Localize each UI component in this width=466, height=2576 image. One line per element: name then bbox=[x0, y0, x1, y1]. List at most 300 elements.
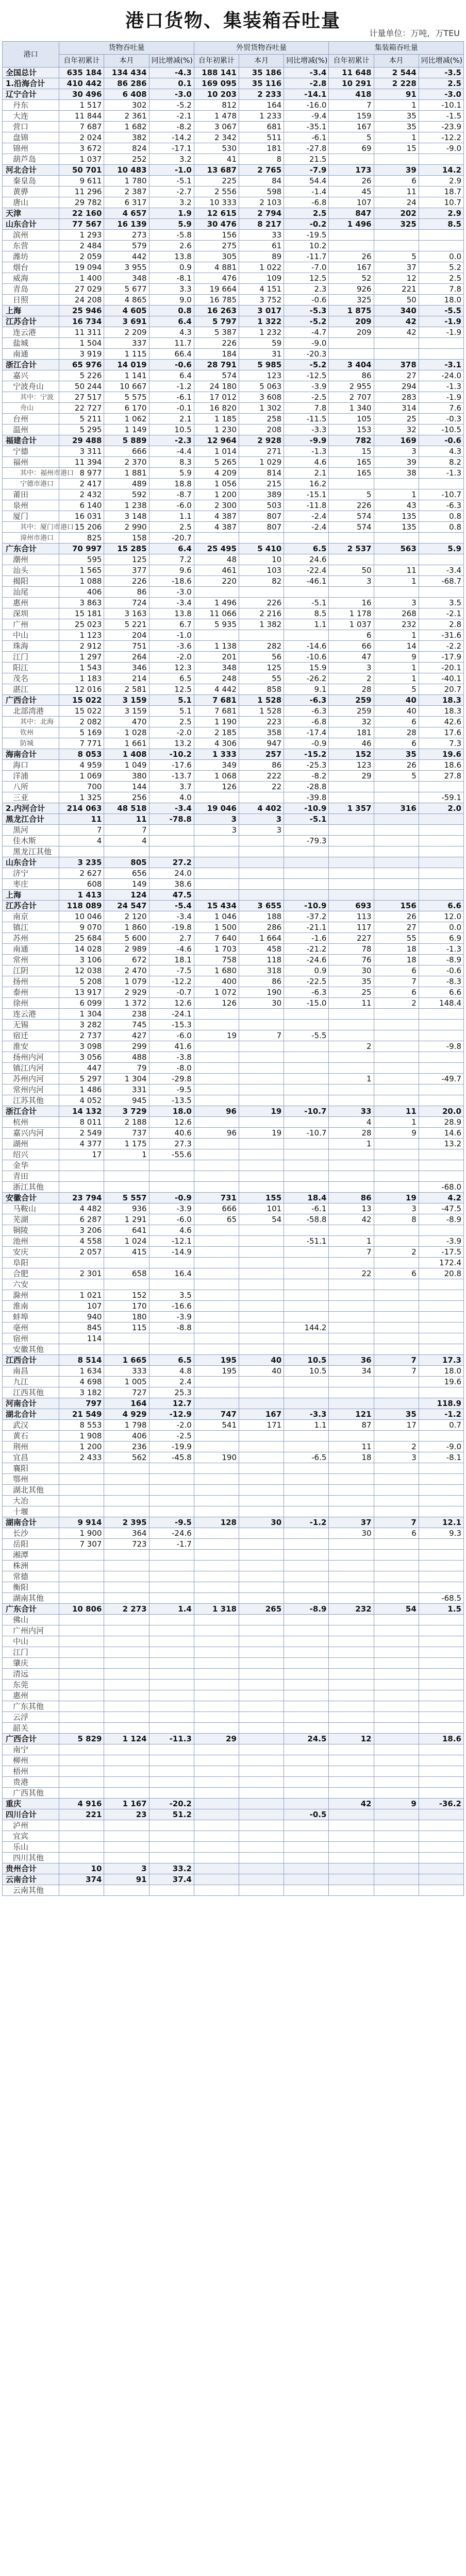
value-cell: 2 bbox=[329, 1041, 374, 1052]
value-cell bbox=[149, 1777, 194, 1788]
value-cell bbox=[194, 1149, 239, 1160]
value-cell bbox=[194, 1669, 239, 1680]
value-cell bbox=[374, 241, 419, 251]
value-cell: 50 bbox=[374, 295, 419, 306]
value-cell: 0.8 bbox=[419, 522, 463, 533]
value-cell: -3.0 bbox=[149, 587, 194, 598]
value-cell bbox=[149, 1669, 194, 1680]
value-cell bbox=[239, 1863, 284, 1874]
table-row bbox=[3, 554, 464, 565]
value-cell bbox=[239, 846, 284, 857]
value-cell: 693 bbox=[329, 901, 374, 911]
value-cell bbox=[149, 1680, 194, 1690]
value-cell: 184 bbox=[194, 349, 239, 360]
table-row bbox=[3, 414, 464, 425]
value-cell bbox=[194, 1755, 239, 1766]
value-cell: 3 106 bbox=[59, 955, 104, 965]
value-cell bbox=[284, 1139, 329, 1149]
value-cell: 181 bbox=[329, 727, 374, 738]
value-cell bbox=[104, 1561, 149, 1571]
value-cell bbox=[329, 1647, 374, 1658]
value-cell: 15 181 bbox=[59, 608, 104, 619]
value-cell: 2 765 bbox=[239, 165, 284, 176]
value-cell: -1.9 bbox=[419, 327, 463, 338]
value-cell: 30 bbox=[239, 1517, 284, 1528]
table-row bbox=[3, 1712, 464, 1723]
value-cell bbox=[419, 1766, 463, 1777]
port-name-cell: 柳州 bbox=[3, 1755, 59, 1766]
value-cell bbox=[59, 1485, 104, 1496]
value-cell: -15.2 bbox=[284, 749, 329, 760]
port-name-cell: 南通 bbox=[3, 349, 59, 360]
value-cell bbox=[239, 1398, 284, 1409]
value-cell: 3 bbox=[329, 663, 374, 673]
port-name-cell: 黑龙江其他 bbox=[3, 846, 59, 857]
table-row bbox=[3, 500, 464, 511]
value-cell bbox=[59, 1777, 104, 1788]
value-cell bbox=[194, 1701, 239, 1712]
value-cell: 700 bbox=[59, 782, 104, 792]
value-cell bbox=[104, 1842, 149, 1853]
value-cell: 25 684 bbox=[59, 933, 104, 944]
value-cell: -2.0 bbox=[149, 1420, 194, 1431]
value-cell: -16.0 bbox=[284, 100, 329, 111]
value-cell: 13.2 bbox=[419, 1139, 463, 1149]
value-cell: 563 bbox=[374, 544, 419, 554]
value-cell: 101 bbox=[239, 1204, 284, 1214]
value-cell: 35 bbox=[374, 1409, 419, 1420]
table-row bbox=[3, 608, 464, 619]
value-cell bbox=[104, 1885, 149, 1896]
value-cell: 940 bbox=[59, 1312, 104, 1323]
value-cell bbox=[374, 1095, 419, 1106]
value-cell: -14.9 bbox=[149, 1247, 194, 1258]
value-cell: 3 919 bbox=[59, 349, 104, 360]
value-cell: 608 bbox=[59, 879, 104, 890]
value-cell: -8.2 bbox=[149, 122, 194, 132]
value-cell: 0.1 bbox=[149, 78, 194, 89]
value-cell: -1.2 bbox=[419, 1409, 463, 1420]
value-cell: 2 228 bbox=[374, 78, 419, 89]
value-cell: -1.9 bbox=[419, 316, 463, 327]
table-row bbox=[3, 619, 464, 630]
value-cell: -2.0 bbox=[149, 727, 194, 738]
value-cell: 28 bbox=[329, 684, 374, 695]
value-cell: -24.6 bbox=[284, 955, 329, 965]
value-cell: 4 916 bbox=[59, 1799, 104, 1809]
value-cell: 7 bbox=[374, 1517, 419, 1528]
value-cell bbox=[284, 1561, 329, 1571]
value-cell bbox=[284, 1885, 329, 1896]
port-name-cell: 天津 bbox=[3, 208, 59, 219]
value-cell bbox=[329, 1863, 374, 1874]
value-cell: -8.9 bbox=[419, 955, 463, 965]
value-cell: 2 433 bbox=[59, 1452, 104, 1463]
value-cell: -9.0 bbox=[284, 338, 329, 349]
table-row bbox=[3, 1853, 464, 1863]
sub-header: 同比增减(%) bbox=[149, 55, 194, 67]
value-cell bbox=[374, 814, 419, 825]
table-row bbox=[3, 316, 464, 327]
value-cell: 410 442 bbox=[59, 78, 104, 89]
value-cell bbox=[104, 1831, 149, 1842]
table-row bbox=[3, 284, 464, 295]
port-name-cell: 河北合计 bbox=[3, 165, 59, 176]
value-cell bbox=[239, 1820, 284, 1831]
table-header bbox=[3, 42, 464, 67]
value-cell: 35 bbox=[374, 122, 419, 132]
value-cell: 3.2 bbox=[149, 197, 194, 208]
value-cell bbox=[329, 1809, 374, 1820]
value-cell bbox=[104, 1636, 149, 1647]
value-cell: 1 881 bbox=[104, 468, 149, 479]
value-cell bbox=[374, 533, 419, 544]
table-row bbox=[3, 1128, 464, 1139]
value-cell: -78.8 bbox=[149, 814, 194, 825]
value-cell: 4 151 bbox=[239, 284, 284, 295]
value-cell bbox=[329, 846, 374, 857]
value-cell: -46.1 bbox=[284, 576, 329, 587]
value-cell bbox=[239, 1247, 284, 1258]
value-cell bbox=[194, 1463, 239, 1474]
value-cell: 400 bbox=[194, 976, 239, 987]
port-name-cell: 阜阳 bbox=[3, 1258, 59, 1268]
value-cell: 17.3 bbox=[419, 1355, 463, 1366]
port-name-cell: 湖北其他 bbox=[3, 1485, 59, 1496]
value-cell bbox=[329, 349, 374, 360]
port-name-cell: 海口 bbox=[3, 760, 59, 771]
port-name-cell: 青岛 bbox=[3, 284, 59, 295]
value-cell: 257 bbox=[239, 749, 284, 760]
value-cell: 1 703 bbox=[194, 944, 239, 955]
value-cell bbox=[59, 1506, 104, 1517]
value-cell: 10 483 bbox=[104, 165, 149, 176]
value-cell bbox=[59, 1690, 104, 1701]
value-cell: 214 063 bbox=[59, 803, 104, 814]
value-cell bbox=[329, 1344, 374, 1355]
value-cell: -13.7 bbox=[149, 771, 194, 782]
value-cell: 5 889 bbox=[104, 435, 149, 446]
value-cell bbox=[419, 1831, 463, 1842]
value-cell: 530 bbox=[194, 143, 239, 154]
value-cell bbox=[284, 1593, 329, 1604]
value-cell: 10.7 bbox=[419, 197, 463, 208]
value-cell: 4.6 bbox=[149, 1225, 194, 1236]
value-cell: 2 707 bbox=[329, 392, 374, 403]
value-cell bbox=[374, 846, 419, 857]
value-cell: 18.8 bbox=[149, 479, 194, 489]
value-cell bbox=[329, 1323, 374, 1333]
port-name-cell: 威海 bbox=[3, 273, 59, 284]
value-cell: -2.7 bbox=[149, 187, 194, 197]
value-cell: 232 bbox=[374, 619, 419, 630]
value-cell: 5.1 bbox=[149, 706, 194, 717]
value-cell bbox=[374, 1658, 419, 1669]
value-cell: 24 bbox=[374, 197, 419, 208]
value-cell: -16.6 bbox=[149, 1301, 194, 1312]
value-cell bbox=[284, 1387, 329, 1398]
value-cell: 805 bbox=[104, 857, 149, 868]
value-cell: 6 bbox=[329, 630, 374, 641]
value-cell: 1 bbox=[374, 100, 419, 111]
value-cell: 4 881 bbox=[194, 262, 239, 273]
value-cell: 96 bbox=[194, 1106, 239, 1117]
value-cell bbox=[329, 1474, 374, 1485]
value-cell: -12.2 bbox=[419, 132, 463, 143]
value-cell bbox=[239, 1766, 284, 1777]
value-cell: -10.7 bbox=[419, 489, 463, 500]
value-cell: 672 bbox=[104, 955, 149, 965]
value-cell: 38 bbox=[374, 468, 419, 479]
value-cell: 1 056 bbox=[194, 479, 239, 489]
value-cell bbox=[329, 1539, 374, 1550]
port-name-cell: 池州 bbox=[3, 1236, 59, 1247]
value-cell bbox=[239, 1182, 284, 1193]
value-cell bbox=[419, 1863, 463, 1874]
value-cell bbox=[284, 879, 329, 890]
table-row bbox=[3, 1723, 464, 1734]
value-cell: 54 bbox=[239, 1214, 284, 1225]
value-cell: 22 727 bbox=[59, 403, 104, 414]
value-cell bbox=[419, 846, 463, 857]
value-cell: 2 103 bbox=[239, 197, 284, 208]
value-cell bbox=[284, 1020, 329, 1030]
value-cell: -5.1 bbox=[284, 814, 329, 825]
sub-header: 同比增减(%) bbox=[284, 55, 329, 67]
value-cell: -2.5 bbox=[284, 392, 329, 403]
port-name-cell: 肇庆 bbox=[3, 1658, 59, 1669]
value-cell: 28.9 bbox=[419, 1117, 463, 1128]
value-cell: 6.6 bbox=[419, 987, 463, 998]
value-cell: 25 bbox=[329, 987, 374, 998]
value-cell: 190 bbox=[239, 987, 284, 998]
table-row bbox=[3, 1734, 464, 1744]
value-cell bbox=[149, 1506, 194, 1517]
value-cell: 20.0 bbox=[419, 1106, 463, 1117]
value-cell: 148.4 bbox=[419, 998, 463, 1009]
table-row bbox=[3, 1409, 464, 1420]
value-cell bbox=[239, 1020, 284, 1030]
value-cell: 1 372 bbox=[104, 998, 149, 1009]
value-cell: -7.5 bbox=[149, 965, 194, 976]
value-cell: 2.8 bbox=[419, 619, 463, 630]
table-row bbox=[3, 392, 464, 403]
value-cell: -9.5 bbox=[149, 1517, 194, 1528]
value-cell: 152 bbox=[104, 1290, 149, 1301]
table-row bbox=[3, 533, 464, 544]
value-cell: -0.9 bbox=[149, 1193, 194, 1204]
value-cell: 225 bbox=[194, 176, 239, 187]
table-row bbox=[3, 857, 464, 868]
value-cell bbox=[194, 1658, 239, 1669]
value-cell bbox=[239, 1636, 284, 1647]
value-cell: 2 556 bbox=[194, 187, 239, 197]
value-cell bbox=[104, 1669, 149, 1680]
value-cell: 1 318 bbox=[194, 1604, 239, 1615]
port-name-cell: 江西其他 bbox=[3, 1387, 59, 1398]
table-row bbox=[3, 1463, 464, 1474]
value-cell: 118 bbox=[239, 955, 284, 965]
port-name-cell: 鄂州 bbox=[3, 1474, 59, 1485]
value-cell: 18.6 bbox=[419, 760, 463, 771]
value-cell bbox=[284, 533, 329, 544]
value-cell bbox=[149, 836, 194, 846]
value-cell bbox=[284, 1149, 329, 1160]
value-cell bbox=[419, 1344, 463, 1355]
value-cell: 858 bbox=[239, 684, 284, 695]
port-name-cell: 全国总计 bbox=[3, 67, 59, 78]
value-cell: 6 317 bbox=[104, 197, 149, 208]
value-cell bbox=[329, 1182, 374, 1193]
value-cell bbox=[239, 1831, 284, 1842]
value-cell: 13.8 bbox=[149, 608, 194, 619]
value-cell: 156 bbox=[194, 230, 239, 241]
value-cell bbox=[194, 1799, 239, 1809]
value-cell: 1 233 bbox=[239, 111, 284, 122]
value-cell: -24.1 bbox=[149, 1009, 194, 1020]
value-cell: 782 bbox=[329, 435, 374, 446]
value-cell: 188 141 bbox=[194, 67, 239, 78]
value-cell: 1 565 bbox=[59, 565, 104, 576]
value-cell: 4 442 bbox=[194, 684, 239, 695]
table-row bbox=[3, 360, 464, 370]
value-cell bbox=[284, 1052, 329, 1063]
value-cell: 1 528 bbox=[239, 695, 284, 706]
port-name-cell: 广西合计 bbox=[3, 695, 59, 706]
port-name-cell: 武汉 bbox=[3, 1420, 59, 1431]
page-title: 港口货物、集装箱吞吐量 bbox=[125, 10, 341, 31]
value-cell bbox=[194, 1625, 239, 1636]
value-cell: 167 bbox=[239, 1409, 284, 1420]
value-cell bbox=[284, 1690, 329, 1701]
value-cell bbox=[374, 836, 419, 846]
value-cell: 3 159 bbox=[104, 695, 149, 706]
value-cell: 1 029 bbox=[239, 457, 284, 468]
port-name-cell: 钦州 bbox=[3, 727, 59, 738]
value-cell bbox=[284, 1680, 329, 1690]
value-cell: 7.2 bbox=[149, 554, 194, 565]
value-cell: 18.0 bbox=[149, 1106, 194, 1117]
table-row bbox=[3, 1615, 464, 1625]
table-row bbox=[3, 1528, 464, 1539]
value-cell: 1 333 bbox=[194, 749, 239, 760]
table-row bbox=[3, 727, 464, 738]
value-cell bbox=[329, 1398, 374, 1409]
value-cell: 35 116 bbox=[239, 78, 284, 89]
value-cell: 294 bbox=[374, 381, 419, 392]
table-row bbox=[3, 1052, 464, 1063]
value-cell bbox=[284, 1582, 329, 1593]
value-cell: 0.9 bbox=[149, 262, 194, 273]
value-cell: -9.8 bbox=[419, 1041, 463, 1052]
value-cell: 4 605 bbox=[104, 306, 149, 316]
value-cell bbox=[374, 1539, 419, 1550]
value-cell bbox=[239, 1063, 284, 1074]
value-cell: 5 575 bbox=[104, 392, 149, 403]
value-cell: 16 734 bbox=[59, 316, 104, 327]
value-cell: 27 bbox=[374, 922, 419, 933]
sub-header: 自年初累计 bbox=[329, 55, 374, 67]
value-cell: 7 bbox=[329, 1247, 374, 1258]
value-cell: 562 bbox=[104, 1452, 149, 1463]
value-cell: 503 bbox=[239, 500, 284, 511]
port-name-cell: 阳江 bbox=[3, 663, 59, 673]
value-cell bbox=[239, 1442, 284, 1452]
value-cell: 11 844 bbox=[59, 111, 104, 122]
table-row bbox=[3, 208, 464, 219]
value-cell: 797 bbox=[59, 1398, 104, 1409]
value-cell bbox=[419, 1820, 463, 1831]
value-cell: 113 bbox=[329, 911, 374, 922]
value-cell: 947 bbox=[239, 738, 284, 749]
value-cell bbox=[239, 1117, 284, 1128]
value-cell bbox=[419, 1474, 463, 1485]
value-cell: 2 bbox=[374, 1442, 419, 1452]
value-cell: 5 226 bbox=[59, 370, 104, 381]
value-cell: 27 517 bbox=[59, 392, 104, 403]
port-name-cell: 湖南其他 bbox=[3, 1593, 59, 1604]
value-cell bbox=[59, 1571, 104, 1582]
value-cell: 4 387 bbox=[194, 522, 239, 533]
value-cell: 9.6 bbox=[149, 565, 194, 576]
value-cell bbox=[239, 1452, 284, 1463]
value-cell bbox=[239, 1885, 284, 1896]
value-cell bbox=[194, 1863, 239, 1874]
value-cell: -15.1 bbox=[284, 489, 329, 500]
value-cell: 7 bbox=[104, 825, 149, 836]
value-cell: 36 bbox=[329, 1355, 374, 1366]
value-cell: 12 bbox=[374, 273, 419, 284]
port-name-cell: 唐山 bbox=[3, 197, 59, 208]
value-cell: 0.8 bbox=[419, 511, 463, 522]
value-cell bbox=[59, 1842, 104, 1853]
value-cell: 5 410 bbox=[239, 544, 284, 554]
value-cell bbox=[194, 1377, 239, 1387]
value-cell: 7 bbox=[239, 1030, 284, 1041]
value-cell bbox=[374, 1885, 419, 1896]
value-cell: 418 bbox=[329, 89, 374, 100]
value-cell bbox=[329, 1084, 374, 1095]
value-cell bbox=[284, 1571, 329, 1582]
value-cell: -6.3 bbox=[419, 500, 463, 511]
value-cell: 1 682 bbox=[104, 122, 149, 132]
port-name-cell: 山东合计 bbox=[3, 219, 59, 230]
table-row bbox=[3, 803, 464, 814]
value-cell: 164 bbox=[104, 1398, 149, 1409]
table-row bbox=[3, 630, 464, 641]
value-cell: 65 bbox=[194, 1214, 239, 1225]
value-cell bbox=[419, 1561, 463, 1571]
value-cell: 2 bbox=[329, 673, 374, 684]
value-cell bbox=[149, 1690, 194, 1701]
value-cell: 82 bbox=[239, 576, 284, 587]
value-cell: -2.2 bbox=[419, 641, 463, 652]
value-cell: 28 791 bbox=[194, 360, 239, 370]
value-cell bbox=[59, 1258, 104, 1268]
value-cell bbox=[284, 1258, 329, 1268]
value-cell: -68.0 bbox=[419, 1182, 463, 1193]
value-cell: 635 184 bbox=[59, 67, 104, 78]
value-cell: 1 304 bbox=[59, 1009, 104, 1020]
value-cell: 1 175 bbox=[104, 1139, 149, 1149]
value-cell bbox=[194, 1744, 239, 1755]
value-cell bbox=[374, 587, 419, 598]
value-cell: 1 504 bbox=[59, 338, 104, 349]
value-cell: 807 bbox=[239, 511, 284, 522]
value-cell bbox=[374, 1690, 419, 1701]
value-cell: 8 514 bbox=[59, 1355, 104, 1366]
port-name-cell: 宜宾 bbox=[3, 1831, 59, 1842]
